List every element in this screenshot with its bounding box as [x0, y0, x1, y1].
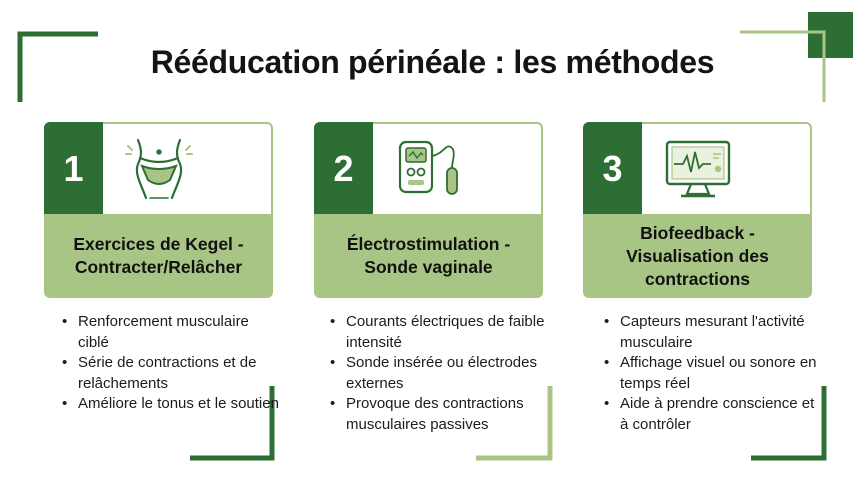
list-item: • Affichage visuel ou sonore en temps réel	[604, 353, 824, 394]
card-heading	[583, 214, 812, 298]
list-item: • Courants électriques de faible intensité	[330, 312, 550, 353]
method-card-biofeedback	[583, 122, 812, 298]
card-heading-line: Visualisation des	[626, 245, 769, 266]
card-number: 3	[583, 122, 642, 216]
card-heading-line: Exercices de Kegel -	[73, 234, 244, 254]
card-heading	[44, 214, 273, 298]
card-number: 2	[314, 122, 373, 216]
biofeedback-bullet-list	[604, 312, 824, 435]
method-card-electrostimulation	[314, 122, 543, 298]
list-item: • Aide à prendre conscience et à contrôler	[604, 394, 824, 435]
card-heading-line: Biofeedback -	[640, 222, 755, 243]
list-item: • Série de contractions et de relâchements	[62, 353, 282, 394]
electrostimulation-device-icon	[394, 136, 464, 202]
electrostimulation-bullet-list	[330, 312, 550, 435]
list-item: • Capteurs mesurant l'activité musculaire	[604, 312, 824, 353]
pelvis-icon	[124, 136, 194, 202]
list-item: • Renforcement musculaire ciblé	[62, 312, 282, 353]
card-heading-line: Contracter/Relâcher	[74, 257, 243, 277]
card-heading-line: Électrostimulation -	[346, 234, 511, 254]
card-number: 1	[44, 122, 103, 216]
monitor-icon	[663, 136, 733, 202]
method-card-kegel	[44, 122, 273, 298]
kegel-bullet-list	[62, 312, 282, 415]
card-heading-line: Sonde vaginale	[364, 257, 493, 277]
list-item: • Sonde insérée ou électrodes externes	[330, 353, 550, 394]
page-title: Rééducation périnéale : les méthodes	[150, 44, 715, 80]
list-item: • Améliore le tonus et le soutien	[62, 394, 282, 415]
card-heading	[314, 214, 543, 298]
card-heading-line: contractions	[644, 268, 751, 289]
list-item: • Provoque des contractions musculaires passives	[330, 394, 550, 435]
